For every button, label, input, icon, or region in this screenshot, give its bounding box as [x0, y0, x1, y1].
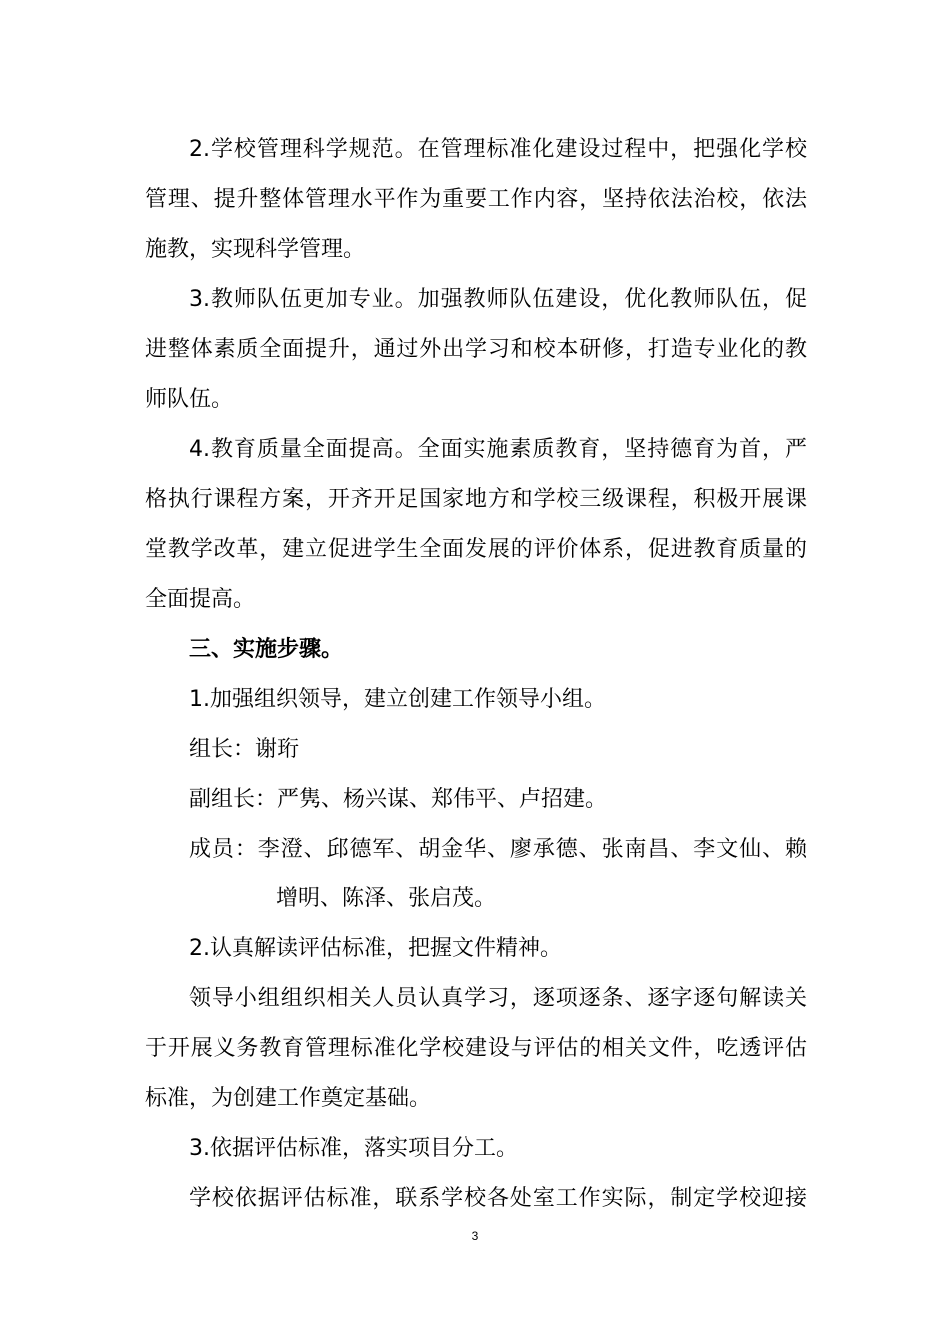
paragraph-line: 领导小组组织相关人员认真学习，逐项逐条、逐字逐句解读关 [189, 986, 807, 1011]
paragraph-line: 4.教育质量全面提高。全面实施素质教育，坚持德育为首，严 [189, 437, 807, 462]
paragraph-line: 进整体素质全面提升，通过外出学习和校本研修，打造专业化的教 [145, 337, 807, 362]
paragraph-line: 于开展义务教育管理标准化学校建设与评估的相关文件，吃透评估 [145, 1036, 807, 1061]
paragraph-line: 3.依据评估标准，落实项目分工。 [189, 1136, 518, 1161]
paragraph-line: 3.教师队伍更加专业。加强教师队伍建设，优化教师队伍，促 [189, 287, 807, 312]
section-heading: 三、实施步骤。 [189, 637, 344, 662]
deputy-leader-line: 副组长：严隽、杨兴谋、郑伟平、卢招建。 [189, 787, 608, 812]
paragraph-line: 管理、提升整体管理水平作为重要工作内容，坚持依法治校，依法 [145, 187, 807, 212]
paragraph-line: 全面提高。 [145, 587, 256, 612]
page-number: 3 [471, 1229, 479, 1243]
paragraph-line: 格执行课程方案，开齐开足国家地方和学校三级课程，积极开展课 [145, 487, 807, 512]
paragraph-line: 2.认真解读评估标准，把握文件精神。 [189, 936, 562, 961]
paragraph-line: 堂教学改革，建立促进学生全面发展的评价体系，促进教育质量的 [145, 537, 807, 562]
paragraph-line: 2.学校管理科学规范。在管理标准化建设过程中，把强化学校 [189, 137, 807, 162]
leader-line: 组长：谢珩 [189, 737, 300, 762]
paragraph-line: 1.加强组织领导，建立创建工作领导小组。 [189, 687, 606, 712]
paragraph-line: 标准，为创建工作奠定基础。 [145, 1086, 432, 1111]
members-line: 成员：李澄、邱德军、胡金华、廖承德、张南昌、李文仙、赖 [189, 837, 807, 862]
paragraph-line: 学校依据评估标准，联系学校各处室工作实际，制定学校迎接 [189, 1186, 807, 1211]
members-line: 增明、陈泽、张启茂。 [276, 886, 497, 911]
paragraph-line: 师队伍。 [145, 387, 234, 412]
paragraph-line: 施教，实现科学管理。 [145, 237, 366, 262]
